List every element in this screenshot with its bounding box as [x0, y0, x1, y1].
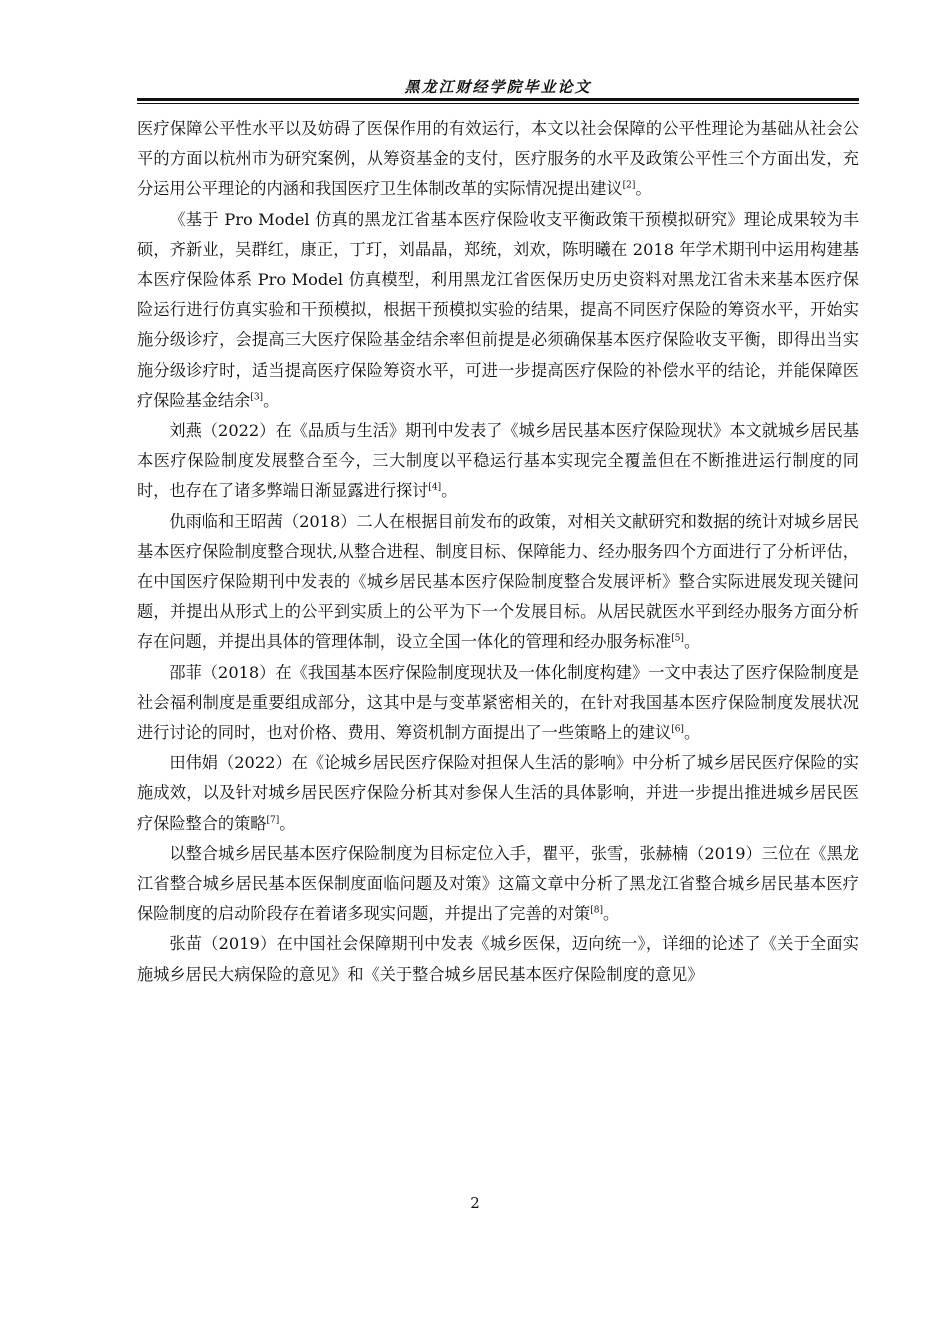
citation-ref: [6]	[671, 724, 684, 735]
header-rule-thin	[137, 103, 859, 104]
citation-ref: [5]	[671, 634, 684, 645]
paragraph: 《基于 Pro Model 仿真的黑龙江省基本医疗保险收支平衡政策干预模拟研究》理论成果较为丰硕，齐新业，吴群红，康正，丁玎，刘晶晶，郑统，刘欢，陈明曦在 2018 年学术期刊中运用构建基本医疗保险体系 Pro Model 仿真模型，利用黑龙江省医保历史历史资料对黑龙江省未来基本医疗保险运行进行仿真实验和干预模拟，根据干预模拟实验的结果，提高不同医疗保险的筹资水平，开始实施分级诊疗，会提高三大医疗保险基金结余率但前提是必须确保基本医疗保险收支平衡，即得出当实施分级诊疗时，适当提高医疗保险筹资水平，可进一步提高医疗保险的补偿水平的结论，并能保障医疗保险基金结余[3]。	[137, 209, 859, 410]
citation-ref: [2]	[622, 181, 636, 192]
citation-ref: [3]	[250, 392, 264, 403]
paragraph: 田伟娟（2022）在《论城乡居民医疗保险对担保人生活的影响》中分析了城乡居民医疗保险的实施成效，以及针对城乡居民医疗保险分析其对参保人生活的具体影响，并进一步提出推进城乡居民医疗保险整合的策略[7]。	[137, 753, 859, 833]
header-rule-thick	[137, 98, 859, 101]
paragraph: 张苗（2019）在中国社会保障期刊中发表《城乡医保，迈向统一》，详细的论述了《关于全面实施城乡居民大病保险的意见》和《关于整合城乡居民基本医疗保险制度的意见》	[137, 934, 859, 984]
paragraph: 以整合城乡居民基本医疗保险制度为目标定位入手，瞿平，张雪，张赫楠（2019）三位在《黑龙江省整合城乡居民基本医保制度面临问题及对策》这篇文章中分析了黑龙江省整合城乡居民基本医疗保险制度的启动阶段存在着诸多现实问题，并提出了完善的对策[8]。	[137, 843, 859, 924]
citation-ref: [8]	[590, 905, 603, 916]
page-header	[137, 76, 859, 102]
page-number: 2	[470, 1194, 480, 1212]
paragraph: 仇雨临和王昭茜（2018）二人在根据目前发布的政策，对相关文献研究和数据的统计对城乡居民基本医疗保险制度整合现状,从整合进程、制度目标、保障能力、经办服务四个方面进行了分析评估，在中国医疗保险期刊中发表的《城乡居民基本医疗保险制度整合发展评析》整合实际进展发现关键问题，并提出从形式上的公平到实质上的公平为下一个发展目标。从居民就医水平到经办服务方面分析存在问题，并提出具体的管理体制，设立全国一体化的管理和经办服务标准[5]。	[137, 511, 859, 652]
body-text	[137, 114, 859, 990]
paragraph: 刘燕（2022）在《品质与生活》期刊中发表了《城乡居民基本医疗保险现状》本文就城乡居民基本医疗保险制度发展整合至今，三大制度以平稳运行基本实现完全覆盖但在不断推进运行制度的同时，也存在了诸多弊端日渐显露进行探讨[4]。	[137, 421, 859, 501]
paragraph: 医疗保障公平性水平以及妨碍了医保作用的有效运行，本文以社会保障的公平性理论为基础从社会公平的方面以杭州市为研究案例，从筹资基金的支付，医疗服务的水平及政策公平性三个方面出发，充分运用公平理论的内涵和我国医疗卫生体制改革的实际情况提出建议[2]。	[137, 119, 859, 199]
citation-ref: [7]	[266, 815, 280, 826]
paragraph: 邵菲（2018）在《我国基本医疗保险制度现状及一体化制度构建》一文中表达了医疗保险制度是社会福利制度是重要组成部分，这其中是与变革紧密相关的，在针对我国基本医疗保险制度发展状况进行讨论的同时，也对价格、费用、筹资机制方面提出了一些策略上的建议[6]。	[137, 662, 859, 743]
citation-ref: [4]	[428, 483, 442, 494]
header-title: 黑龙江财经学院毕业论文	[404, 78, 592, 96]
